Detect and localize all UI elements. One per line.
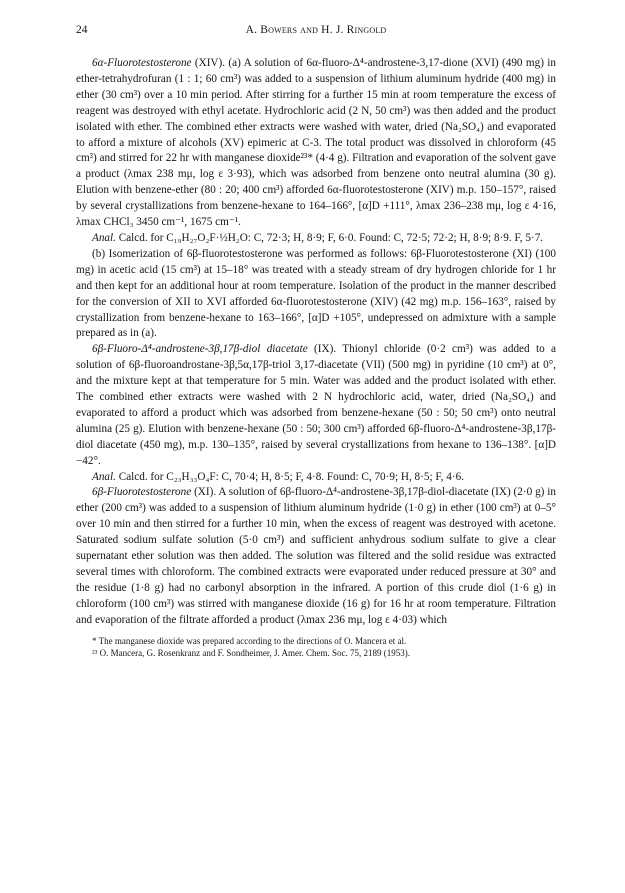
paragraph: [76, 485, 556, 628]
analysis-heading: Anal.: [92, 231, 116, 244]
paragraph-text: (b) Isomerization of 6β-fluorotestosterone was performed as follows: 6β-Fluorotestosterone (XI) (100 mg) in acetic acid (15 cm³) at 15–18° was treated with a steady stream of dry hydrogen chloride for 1 hr and then kept for an additional hour at room temperature. Isolation of the product in the manner described for the conversion of XII to XVI afforded 6α-fluorotestosterone (XIV) (42 mg) m.p. 156–163°, raised by crystallization from benzene-hexane to 163–166°, [α]D +105°, undepressed on admixture with a sample prepared as in (a).: [76, 247, 556, 340]
paragraph: [76, 470, 556, 486]
footnote: * The manganese dioxide was prepared according to the directions of O. Mancera et al.: [92, 635, 407, 646]
compound-heading: 6β-Fluorotestosterone: [92, 486, 192, 499]
paragraph: [76, 56, 556, 231]
compound-heading: 6α-Fluorotestosterone: [92, 57, 192, 69]
footnotes: [76, 635, 556, 659]
analysis-heading: Anal.: [92, 470, 116, 483]
paragraph: [76, 247, 556, 342]
paragraph: [76, 231, 556, 247]
paragraph: [76, 342, 556, 469]
paragraph-text: Calcd. for C₁₉H₂₇O₂F·½H₂O: C, 72·3; H, 8·9; F, 6·0. Found: C, 72·5; 72·2; H, 8·9; 8·9. F, 5·7.: [115, 231, 544, 244]
running-head: A. Bowers and H. J. Ringold: [245, 24, 387, 36]
compound-heading: 6β-Fluoro-Δ⁴-androstene-3β,17β-diol diacetate: [92, 343, 308, 356]
paragraph-text: (XI). A solution of 6β-fluoro-Δ⁴-androstene-3β,17β-diol-diacetate (IX) (2·0 g) in ether (200 cm³) was added to a suspension of lithium aluminum hydride (1·0 g) in ether (100 cm³) at 0–5° over 10 min and then stirred for a further 10 min, when the excess of reagent was destroyed with acetone. Saturated sodium sulfate solution (5·0 cm³) and sufficient anhydrous sodium sulfate to give a clear supernatant ether solution was then added. The solution was filtered and the solid residue was extracted several times with chloroform. The combined extracts were evaporated under reduced pressure at 30° and the residue (1·8 g) had no carbonyl absorption in the infrared. A portion of this crude diol (1·6 g) in chloroform (100 cm³) was stirred with manganese dioxide (16 g) for 16 hr at room temperature. Filtration and evaporation of the filtrate afforded a product (λmax 236 mμ, log ε 4·03) which: [76, 486, 556, 626]
page: [76, 24, 556, 659]
paragraph-text: Calcd. for C₂₃H₃₃O₄F: C, 70·4; H, 8·5; F, 4·8. Found: C, 70·9; H, 8·5; F, 4·6.: [115, 470, 464, 483]
paragraph-text: (IX). Thionyl chloride (0·2 cm³) was added to a solution of 6β-fluoroandrostane-3β,5α,17β-triol 3,17-diacetate (VII) (500 mg) in pyridine (10 cm³) at 0°, and the mixture kept at that temperature for 5 min. Water was added and the product isolated with ether. The combined ether extracts were washed with 2 N hydrochloric acid, water, dried (Na₂SO₄) and evaporated to afford a product which was adsorbed from benzene-hexane (50 : 50; 50 cm³) onto neutral alumina (25 g). Elution with benzene-hexane (50 : 50; 300 cm³) afforded 6β-fluoro-Δ⁴-androstene-3β,17β-diol diacetate (450 mg), m.p. 130–135°, raised by several crystallizations from hexane to 136–138°. [α]D −42°.: [76, 343, 556, 467]
footnote: ²³ O. Mancera, G. Rosenkranz and F. Sondheimer, J. Amer. Chem. Soc. 75, 2189 (1953).: [92, 647, 411, 658]
body-text: [76, 56, 556, 629]
page-header: [76, 24, 556, 42]
page-number: 24: [76, 24, 88, 36]
paragraph-text: (XIV). (a) A solution of 6α-fluoro-Δ⁴-androstene-3,17-dione (XVI) (490 mg) in ether-tetrahydrofuran (1 : 1; 60 cm³) was added to a suspension of lithium aluminum hydride (400 mg) in ether (30 cm³) over a 10 min period. After stirring for a further 15 min at room temperature the excess of reagent was destroyed with ethyl acetate. Hydrochloric acid (2 N, 50 cm³) was then added and the product isolated with ether. The combined ether extracts were washed with water, dried (Na₂SO₄) and evaporated to afford a mixture of alcohols (XV) epimeric at C-3. The total product was dissolved in chloroform (45 cm³) and stirred for 22 hr with manganese dioxide²³* (4·4 g). Filtration and evaporation of the solvent gave a product (λmax 238 mμ, log ε 3·93), which was adsorbed from benzene onto neutral alumina (30 g). Elution with benzene-ether (80 : 20; 400 cm³) afforded 6α-fluorotestosterone (XIV) m.p. 150–157°, raised by several crystallizations from benzene-hexane to 164–166°, [α]D +111°, λmax 236–238 mμ, log ε 4·16, λmax CHCl₃ 3450 cm⁻¹, 1675 cm⁻¹.: [76, 57, 556, 229]
